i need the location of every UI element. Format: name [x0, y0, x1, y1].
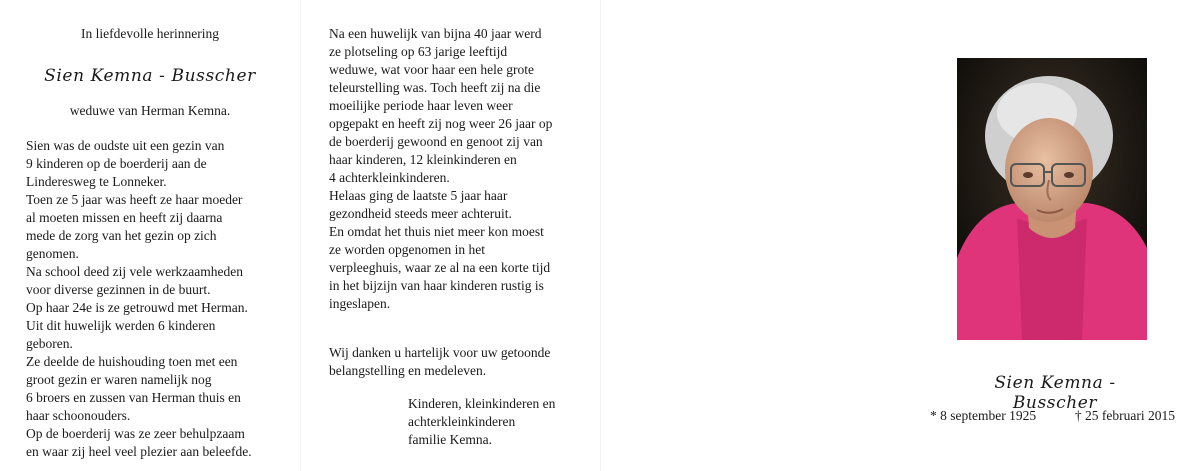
left-panel	[0, 0, 300, 471]
intro-text: In liefdevolle herinnering	[81, 26, 219, 41]
life-story-text: Na een huwelijk van bijna 40 jaar werd ze plotseling op 63 jarige leeftijd weduwe, wat voor haar een hele grote teleurstelling was. Toch heeft zij na die moeilijke periode haar leven weer opgepakt en heeft zij nog weer 26 jaar op de boerderij gewoond en genoot zij van haar kinderen, 12 kleinkinderen en 4 achterkleinkinderen. Helaas ging de laatste 5 jaar haar gezondheid steeds meer achteruit. En omdat het thuis niet meer kon moest ze worden opgenomen in het verpleeghuis, waar ze al na een korte tijd in het bijzijn van haar kinderen rustig is ingeslapen.	[329, 26, 553, 311]
biography-text: Sien was de oudste uit een gezin van 9 kinderen op de boerderij aan de Linderesweg te Lonneker. Toen ze 5 jaar was heeft ze haar moeder al moeten missen en heeft zij daarna mede de zorg van het gezin op zich genomen. Na school deed zij vele werkzaamheden voor diverse gezinnen in de buurt. Op haar 24e is ze getrouwd met Herman. Uit dit huwelijk werden 6 kinderen geboren. Ze deelde de huishouding toen met een groot gezin er waren namelijk nog 6 broers en zussen van Herman thuis en haar schoonouders. Op de boerderij was ze zeer behulpzaam en waar zij heel veel plezier aan beleefde.	[26, 138, 252, 459]
portrait-illustration	[957, 58, 1147, 340]
deceased-name-right: Sien Kemna - Busscher	[994, 373, 1116, 413]
life-dates	[930, 408, 1175, 424]
portrait-photo	[957, 58, 1147, 340]
death-date: † 25 februari 2015	[1074, 408, 1175, 423]
widow-of-text: weduwe van Herman Kemna.	[69, 103, 231, 118]
family-signature: Kinderen, kleinkinderen en achterkleinkinderen familie Kemna.	[408, 396, 556, 447]
middle-panel	[300, 0, 600, 471]
thanks-text: Wij danken u hartelijk voor uw getoonde belangstelling en medeleven.	[329, 345, 551, 378]
birth-date: * 8 september 1925	[930, 408, 1037, 423]
right-panel	[600, 0, 1200, 471]
deceased-name: Sien Kemna - Busscher	[44, 66, 256, 86]
